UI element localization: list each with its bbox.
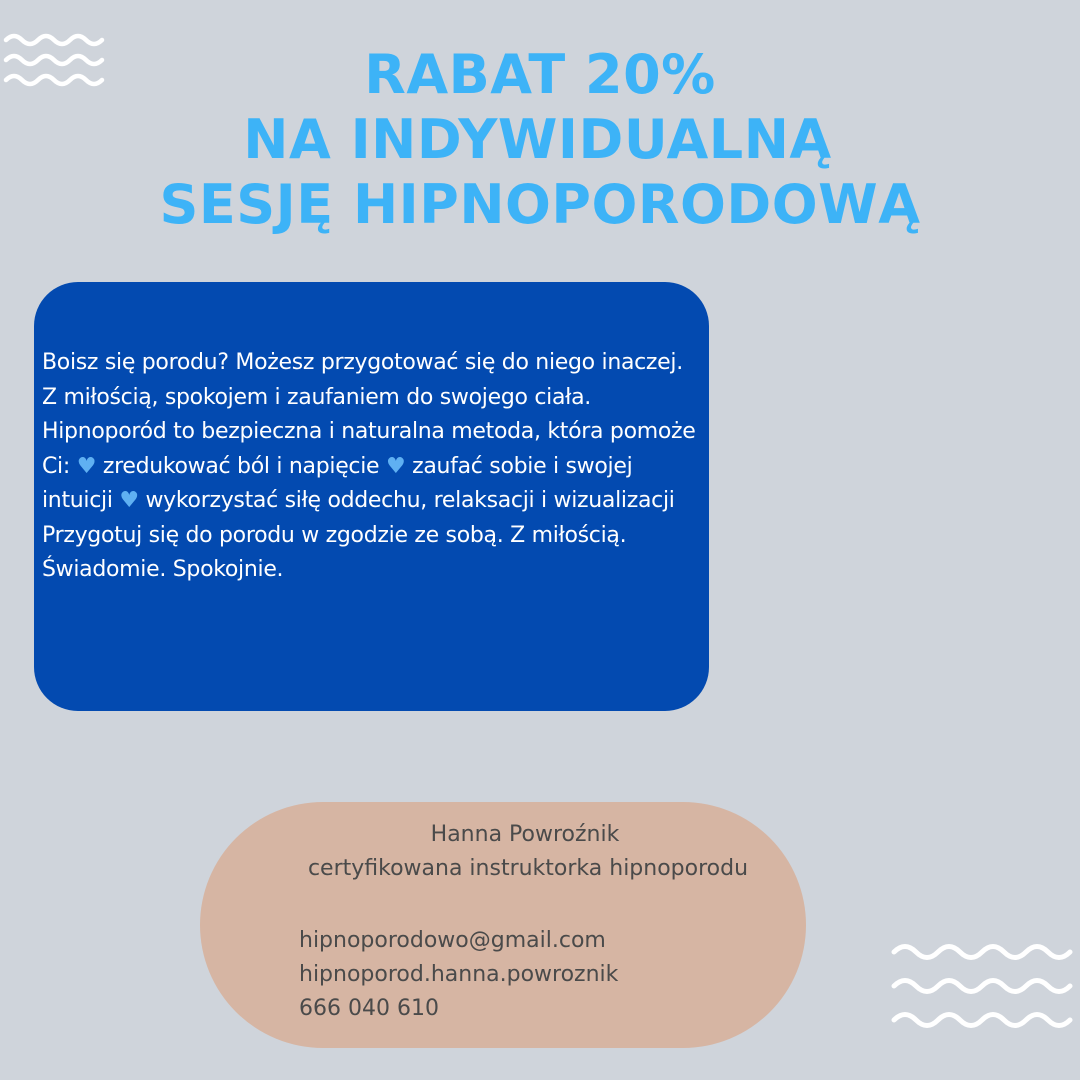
headline-line-2: NA INDYWIDUALNĄ	[243, 108, 832, 171]
contact-details	[299, 924, 618, 1026]
description-text	[42, 346, 702, 588]
benefit-3: wykorzystać siłę oddechu, relaksacji i wizualizacji Przygotuj się do porodu w zgodzie ze sobą. Z miłością. Świadomie. Spokojnie.	[42, 488, 675, 582]
contact-social-handle[interactable]: hipnoporod.hanna.powroznik	[299, 962, 619, 987]
waves-decoration-bottom-right	[890, 938, 1078, 1038]
instructor-role: certyfikowana instruktorka hipnoporodu	[307, 856, 749, 881]
blue-heart-icon: ♥	[119, 488, 139, 513]
headline-line-1: RABAT 20%	[364, 43, 716, 106]
benefit-2: zaufać sobie i swojej intuicji	[42, 453, 633, 513]
benefit-1: zredukować ból i napięcie	[96, 453, 386, 479]
instructor-name: Hanna Powroźnik	[430, 822, 620, 847]
blue-heart-icon: ♥	[385, 453, 406, 479]
headline-line-3: SESJĘ HIPNOPORODOWĄ	[159, 173, 921, 236]
headline	[0, 42, 1080, 237]
description-intro: Boisz się porodu? Możesz przygotować się do niego inaczej. Z miłością, spokojem i zaufaniem do swojego ciała. Hipnoporód to bezpieczna i naturalna metoda, która pomoże Ci:	[42, 350, 696, 479]
contact-email[interactable]: hipnoporodowo@gmail.com	[299, 928, 606, 953]
blue-heart-icon: ♥	[76, 453, 97, 479]
contact-phone[interactable]: 666 040 610	[299, 996, 439, 1021]
